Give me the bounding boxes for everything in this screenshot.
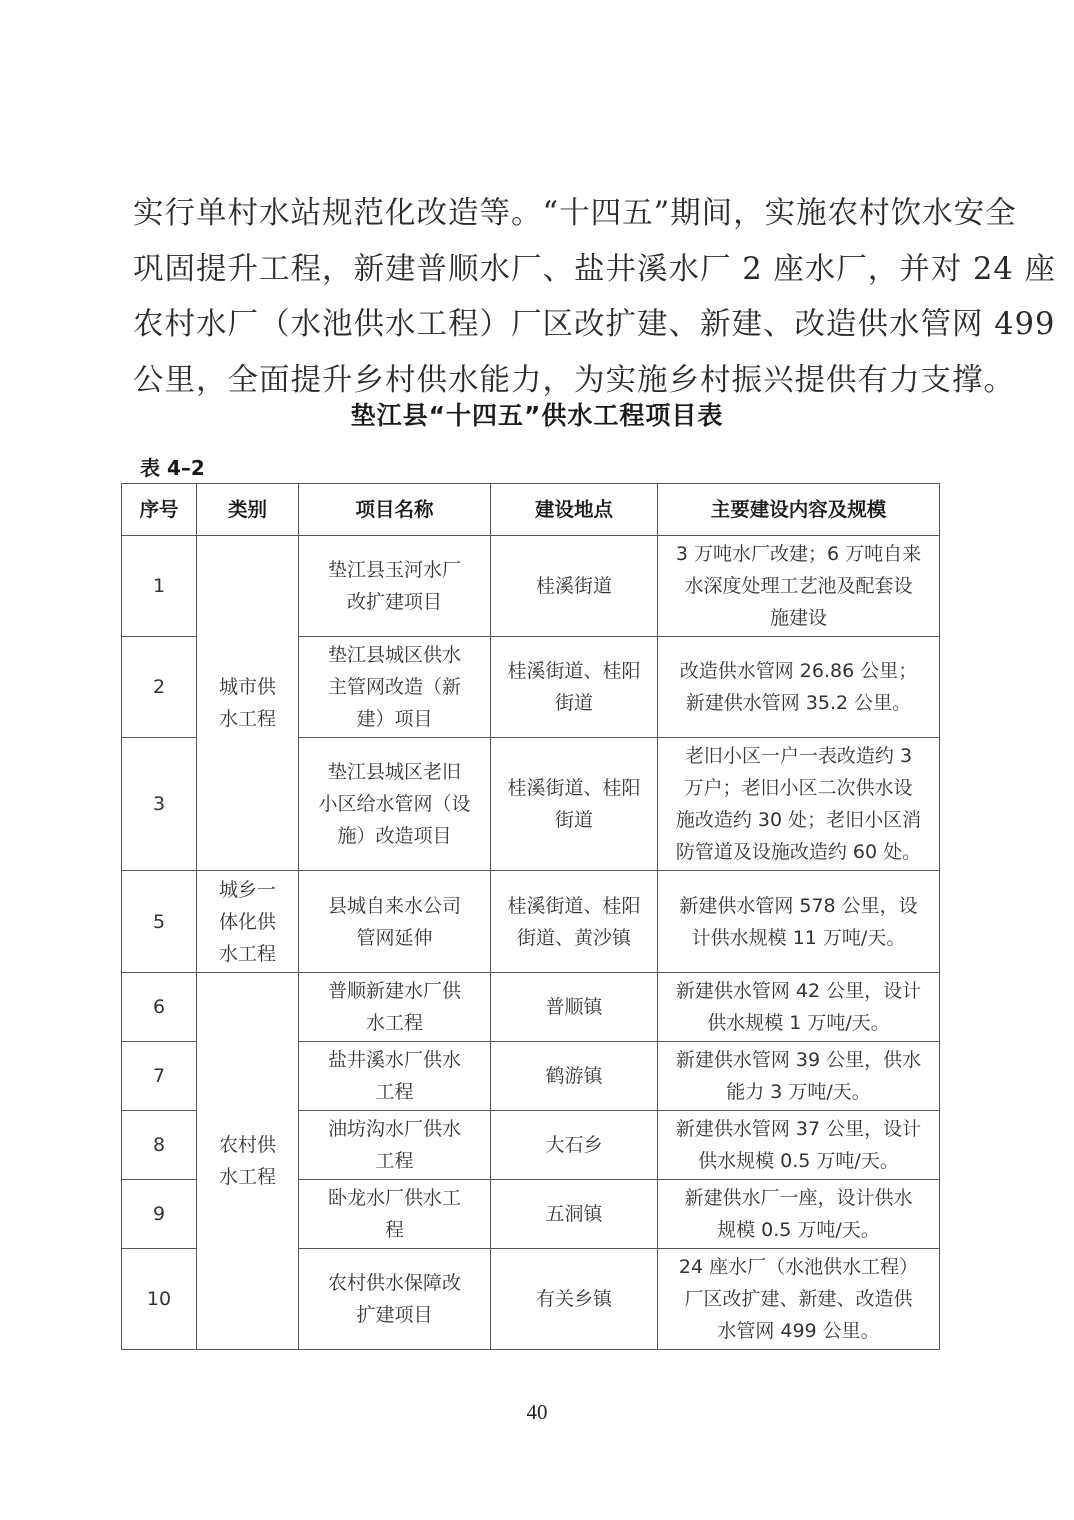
table-label: 表 4–2 [140,456,205,480]
row-no: 9 [122,1180,197,1249]
project-location: 有关乡镇 [491,1249,658,1350]
header-location: 建设地点 [491,484,658,536]
project-name: 卧龙水厂供水工 程 [299,1180,491,1249]
project-name: 普顺新建水厂供 水工程 [299,973,491,1042]
project-content: 新建供水厂一座，设计供水 规模 0.5 万吨/天。 [658,1180,940,1249]
row-no: 10 [122,1249,197,1350]
table-row [122,871,940,973]
header-category: 类别 [197,484,299,536]
project-name: 农村供水保障改 扩建项目 [299,1249,491,1350]
table-title: 垫江县“十四五”供水工程项目表 [350,401,724,430]
paragraph-line: 实行单村水站规范化改造等。“十四五”期间，实施农村饮水安全 [133,196,1017,231]
project-name: 垫江县玉河水厂 改扩建项目 [299,536,491,637]
project-content: 新建供水管网 39 公里，供水 能力 3 万吨/天。 [658,1042,940,1111]
project-content: 3 万吨水厂改建；6 万吨自来 水深度处理工艺池及配套设 施建设 [658,536,940,637]
project-location: 五洞镇 [491,1180,658,1249]
project-location: 大石乡 [491,1111,658,1180]
category-cell: 城市供 水工程 [197,536,299,871]
table-header-row [122,484,940,536]
body-paragraph [133,186,1056,408]
category-cell: 城乡一 体化供 水工程 [197,871,299,973]
project-location: 普顺镇 [491,973,658,1042]
row-no: 2 [122,637,197,738]
project-content: 新建供水管网 578 公里，设 计供水规模 11 万吨/天。 [658,871,940,973]
header-name: 项目名称 [299,484,491,536]
category-cell: 农村供 水工程 [197,973,299,1350]
project-name: 垫江县城区供水 主管网改造（新 建）项目 [299,637,491,738]
project-name: 县城自来水公司 管网延伸 [299,871,491,973]
project-location: 桂溪街道、桂阳 街道 [491,738,658,871]
paragraph-line: 巩固提升工程，新建普顺水厂、盐井溪水厂 2 座水厂，并对 24 座 [133,251,1056,287]
row-no: 6 [122,973,197,1042]
table-row [122,973,940,1042]
paragraph-line: 公里，全面提升乡村供水能力，为实施乡村振兴提供有力支撑。 [133,362,1015,398]
header-no: 序号 [122,484,197,536]
project-content: 新建供水管网 42 公里，设计 供水规模 1 万吨/天。 [658,973,940,1042]
project-name: 盐井溪水厂供水 工程 [299,1042,491,1111]
row-no: 3 [122,738,197,871]
page-number: 40 [526,1400,548,1424]
project-content: 改造供水管网 26.86 公里； 新建供水管网 35.2 公里。 [658,637,940,738]
project-name: 油坊沟水厂供水 工程 [299,1111,491,1180]
project-name: 垫江县城区老旧 小区给水管网（设 施）改造项目 [299,738,491,871]
row-no: 1 [122,536,197,637]
paragraph-line: 农村水厂（水池供水工程）厂区改扩建、新建、改造供水管网 499 [133,307,1056,342]
project-location: 桂溪街道、桂阳 街道、黄沙镇 [491,871,658,973]
row-no: 7 [122,1042,197,1111]
project-location: 鹤游镇 [491,1042,658,1111]
project-content: 老旧小区一户一表改造约 3 万户；老旧小区二次供水设 施改造约 30 处；老旧小区消 防管道及设施改造约 60 处。 [658,738,940,871]
table-row [122,536,940,637]
project-content: 24 座水厂（水池供水工程） 厂区改扩建、新建、改造供 水管网 499 公里。 [658,1249,940,1350]
project-table [121,483,940,1350]
project-location: 桂溪街道、桂阳 街道 [491,637,658,738]
header-content: 主要建设内容及规模 [658,484,940,536]
row-no: 8 [122,1111,197,1180]
row-no: 5 [122,871,197,973]
project-location: 桂溪街道 [491,536,658,637]
project-content: 新建供水管网 37 公里，设计 供水规模 0.5 万吨/天。 [658,1111,940,1180]
